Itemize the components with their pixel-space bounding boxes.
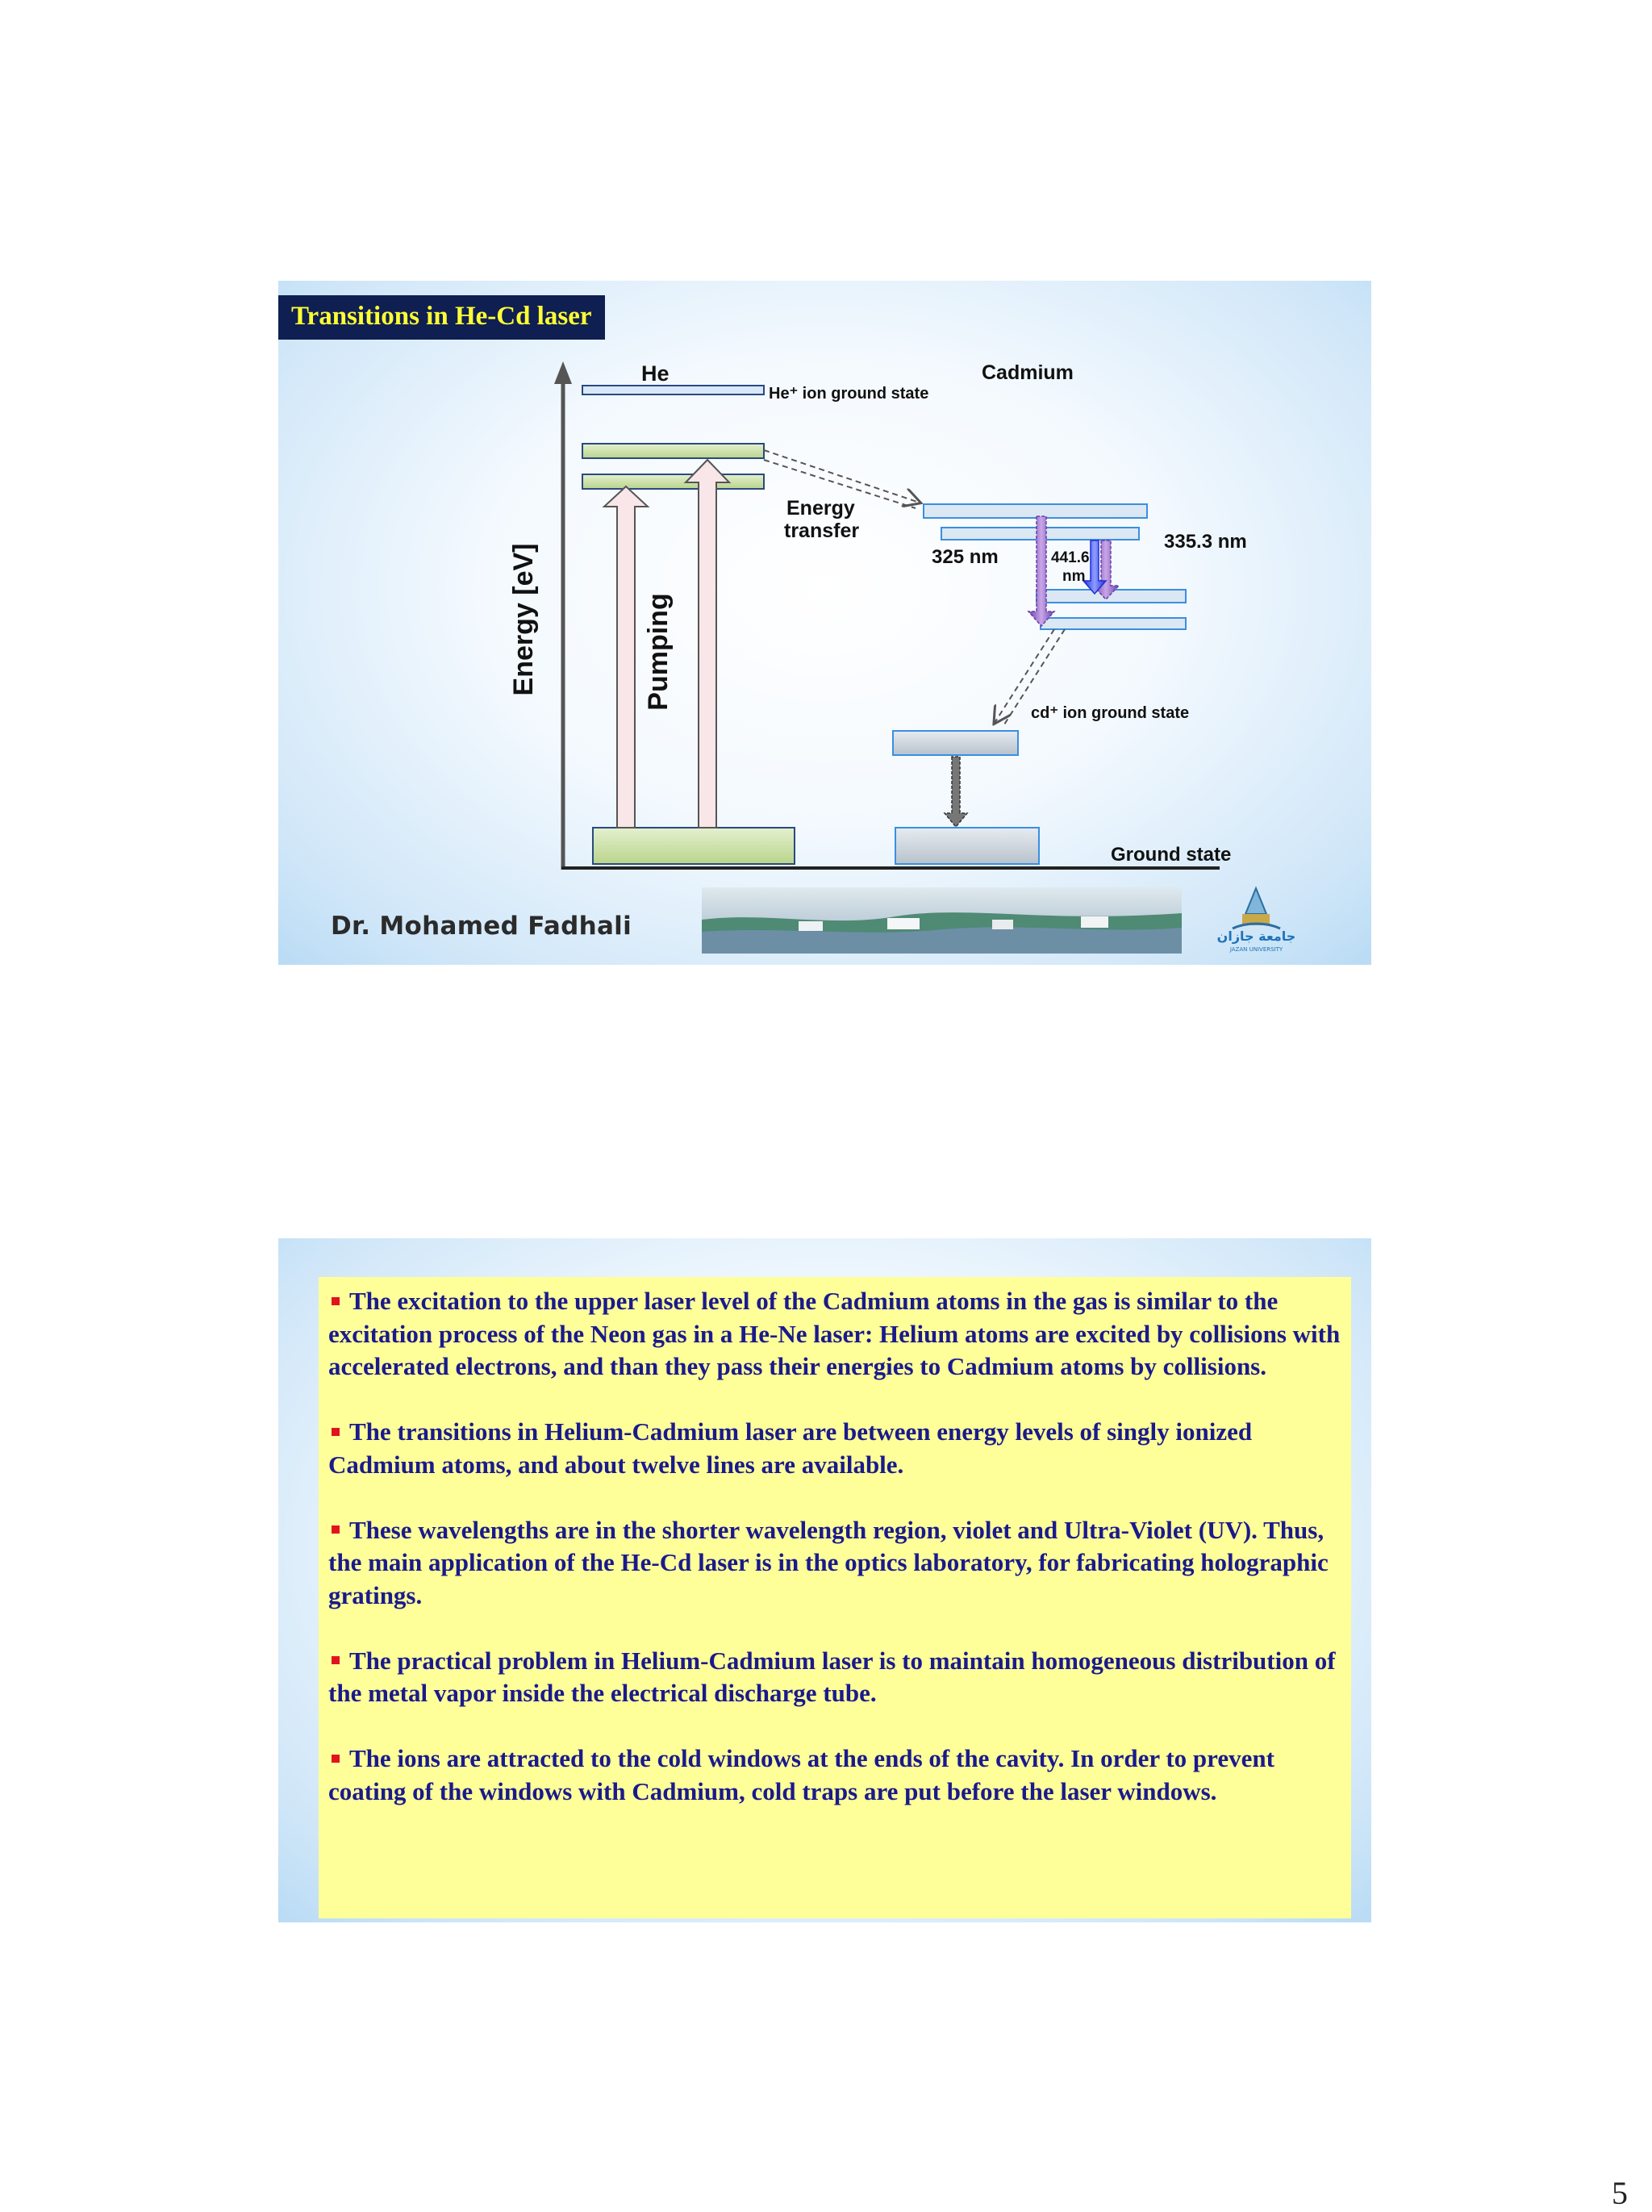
wavelength-441-line2: nm (1062, 568, 1086, 585)
author-name: Dr. Mohamed Fadhali (331, 912, 632, 941)
bullet-text: The ions are attracted to the cold windows at the ends of the cavity. In order to prevent coating of the windows with Cadmium, cold traps are put before the laser windows. (328, 1744, 1274, 1805)
cd-ground-level (895, 828, 1039, 864)
energy-transfer-label-line1: Energy (786, 497, 855, 520)
wavelength-335: 335.3 nm (1164, 531, 1247, 553)
he-excited-level-upper (582, 444, 764, 458)
he-ion-ground-level (582, 386, 764, 394)
notes-textbox (319, 1277, 1351, 1918)
he-ion-ground-state-label: He⁺ ion ground state (769, 385, 929, 403)
wavelength-325: 325 nm (932, 546, 999, 568)
cd-ion-ground-state-label: cd⁺ ion ground state (1031, 704, 1190, 722)
campus-photo (702, 887, 1182, 954)
he-label: He (641, 361, 670, 386)
cd-upper-level-1 (924, 504, 1147, 518)
energy-level-diagram (278, 281, 1371, 965)
university-logo (1202, 882, 1311, 958)
wavelength-441-line1: 441.6 (1051, 549, 1090, 566)
bullet-text: The excitation to the upper laser level of the Cadmium atoms in the gas is similar to the excitation process of the Neon gas in a He-Ne laser: Helium atoms are excited by collisions with accelerated electrons, and than they pass their energies to Cadmium atoms by collisions. (328, 1287, 1341, 1380)
cadmium-label: Cadmium (982, 361, 1074, 384)
bullet-item (328, 1285, 1341, 1384)
bullet-text: The transitions in Helium-Cadmium laser are between energy levels of singly ionized Cadmium atoms, and about twelve lines are available. (328, 1417, 1253, 1479)
cd-lower-level-2 (1041, 618, 1186, 629)
logo-text: جامعة جازان (1216, 929, 1296, 944)
pumping-label: Pumping (643, 593, 674, 711)
logo-subtext: JAZAN UNIVERSITY (1229, 946, 1283, 953)
bullet-marker-icon (332, 1525, 340, 1534)
slide-he-cd-transitions (278, 281, 1371, 965)
decay-arrow-to-ground (945, 757, 967, 827)
cd-ion-ground-level (893, 731, 1018, 755)
bullet-item (328, 1742, 1341, 1808)
bullet-text: These wavelengths are in the shorter wavelength region, violet and Ultra-Violet (UV). Thus, the main application of the He-Cd laser is in the optics laboratory, for fabricating holographic gratings. (328, 1515, 1329, 1609)
y-axis-label: Energy [eV] (508, 543, 539, 696)
ground-state-label: Ground state (1111, 844, 1232, 866)
bullet-item (328, 1416, 1341, 1481)
he-excited-level-lower (582, 474, 764, 489)
slide-title: Transitions in He-Cd laser (278, 295, 605, 340)
bullet-marker-icon (332, 1428, 340, 1436)
bullet-marker-icon (332, 1297, 340, 1305)
bullet-marker-icon (332, 1656, 340, 1664)
page-number: 5 (1612, 2175, 1628, 2211)
he-ground-level (593, 828, 795, 864)
bullet-item (328, 1514, 1341, 1613)
bullet-marker-icon (332, 1755, 340, 1763)
slide-he-cd-notes (278, 1238, 1371, 1922)
bullet-item (328, 1645, 1341, 1710)
bullet-text: The practical problem in Helium-Cadmium laser is to maintain homogeneous distribution of the metal vapor inside the electrical discharge tube. (328, 1646, 1336, 1707)
energy-transfer-label-line2: transfer (784, 520, 860, 542)
